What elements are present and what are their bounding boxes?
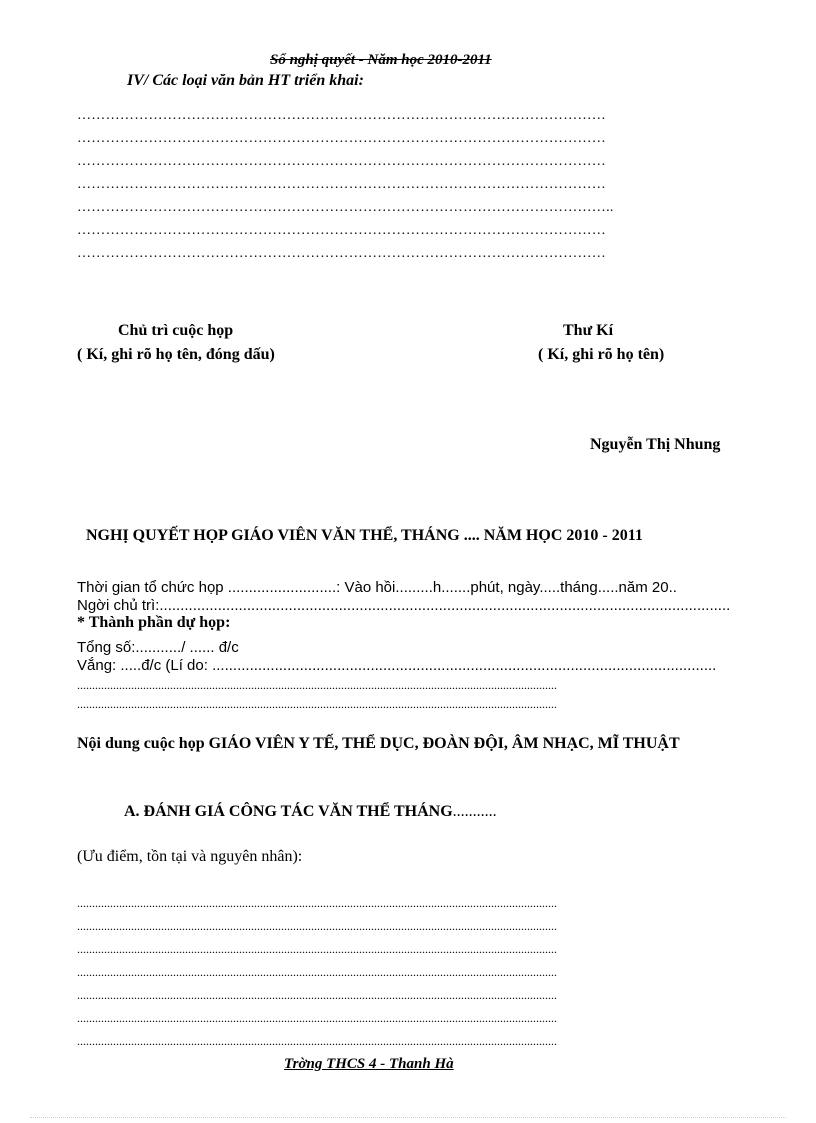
dotted-line: ................................................................................................................................................................ <box>77 1034 557 1048</box>
composition-heading: * Thành phần dự họp: <box>77 614 231 631</box>
absent-line: Vắng: .....đ/c (Lí do: ......................................................................................................................... <box>77 657 717 674</box>
page-footer: Trờng THCS 4 - Thanh Hà <box>284 1056 454 1072</box>
chair-line: Ngời chủ trì:......................................................................................................................................... <box>77 597 731 614</box>
dotted-line: ………………………………………………………………………………………………… <box>77 154 607 169</box>
dotted-line: ................................................................................................................................................................ <box>77 697 557 711</box>
dotted-line: ................................................................................................................................................................ <box>77 988 557 1002</box>
content-heading: Nội dung cuộc họp GIÁO VIÊN Y TẾ, THỂ DỤC, ĐOÀN ĐỘI, ÂM NHẠC, MĨ THUẬT <box>77 735 680 752</box>
dotted-line: ................................................................................................................................................................ <box>77 678 557 692</box>
chair-note: ( Kí, ghi rõ họ tên, đóng dấu) <box>77 346 275 363</box>
dotted-line: ................................................................................................................................................................ <box>77 1011 557 1025</box>
total-line: Tổng số:.........../ ...... đ/c <box>77 639 239 656</box>
advantages-label: (Ưu điểm, tồn tại và nguyên nhân): <box>77 848 303 865</box>
secretary-title: Thư Kí <box>563 322 614 339</box>
dotted-line: ………………………………………………………………………………………………… <box>77 223 607 238</box>
secretary-name: Nguyễn Thị Nhung <box>590 436 721 453</box>
resolution-title: NGHỊ QUYẾT HỌP GIÁO VIÊN VĂN THỂ, THÁNG .... NĂM HỌC 2010 - 2011 <box>86 527 643 544</box>
time-line: Thời gian tổ chức họp ..........................: Vào hồi.........h.......phút, ngày.....tháng.....năm 20.. <box>77 579 677 596</box>
dotted-line: ................................................................................................................................................................ <box>77 919 557 933</box>
chair-title: Chủ trì cuộc họp <box>118 322 234 339</box>
dotted-line: ………………………………………………………………………………………………… <box>77 131 607 146</box>
dotted-line: ………………………………………………………………………………………………….. <box>77 200 614 215</box>
section-a-title: A. ĐÁNH GIÁ CÔNG TÁC VĂN THỂ THÁNG <box>124 803 453 820</box>
page-header: Sổ nghị quyết - Năm học 2010-2011 <box>270 52 492 68</box>
section-a-dots: ........... <box>452 803 497 820</box>
dotted-line: ................................................................................................................................................................ <box>77 942 557 956</box>
section-heading: IV/ Các loại văn bản HT triển khai: <box>127 72 364 89</box>
dotted-line: ………………………………………………………………………………………………… <box>77 177 607 192</box>
dotted-line: ………………………………………………………………………………………………… <box>77 108 607 123</box>
dotted-line: ................................................................................................................................................................ <box>77 965 557 979</box>
dotted-line: ………………………………………………………………………………………………… <box>77 246 607 261</box>
secretary-note: ( Kí, ghi rõ họ tên) <box>538 346 665 363</box>
page-edge-divider <box>30 1117 786 1118</box>
section-a-heading <box>124 803 497 821</box>
dotted-line: ................................................................................................................................................................ <box>77 896 557 910</box>
